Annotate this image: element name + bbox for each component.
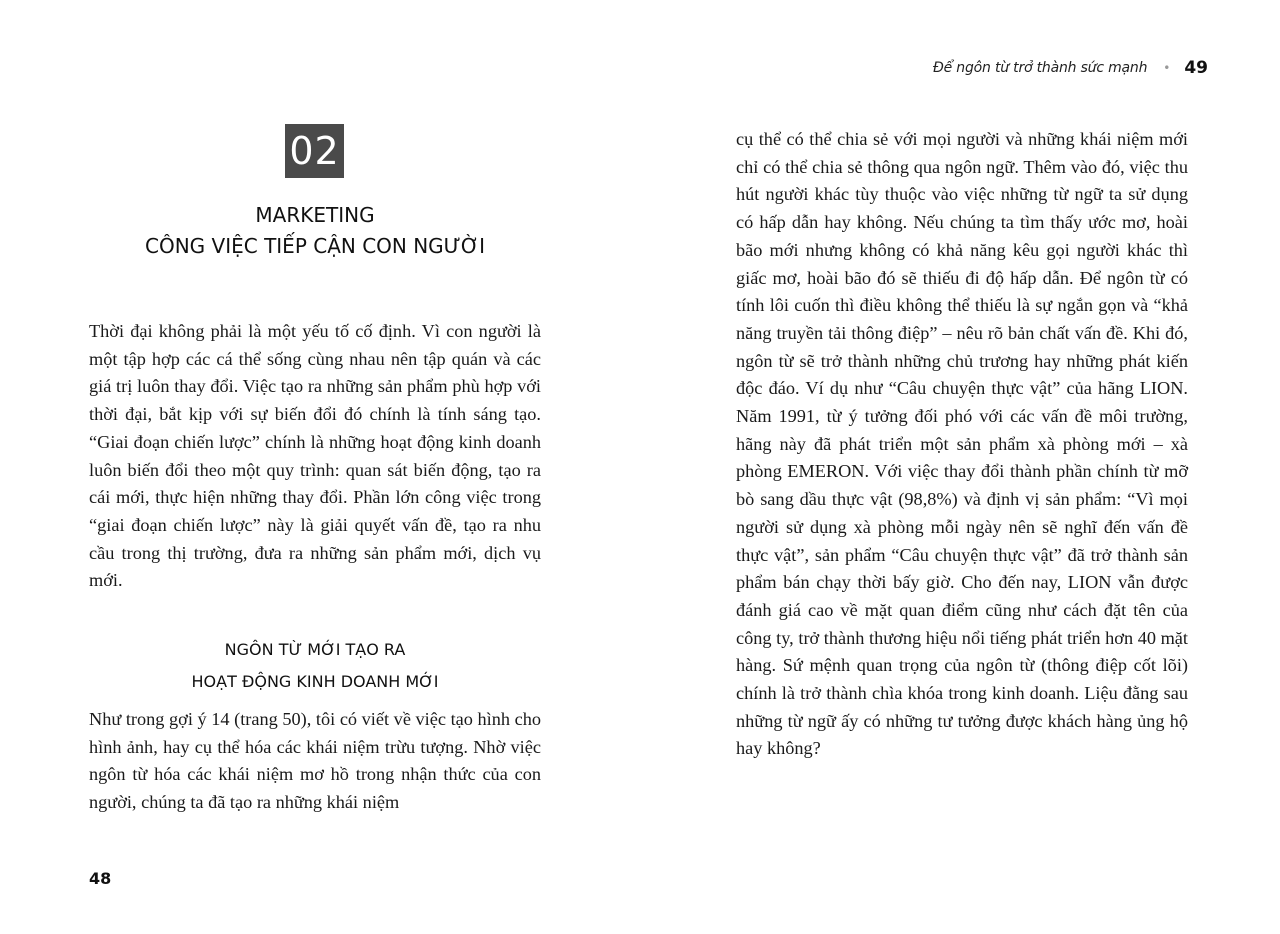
chapter-title bbox=[90, 200, 540, 262]
continued-paragraph: cụ thể có thể chia sẻ với mọi người và những khái niệm mới chỉ có thể chia sẻ thông qua ngôn ngữ. Thêm vào đó, việc thu hút người khác tùy thuộc vào việc những từ ngữ ta sử dụng có hấp dẫn hay không. Nếu chúng ta tìm thấy ước mơ, hoài bão mới nhưng không có khả năng kêu gọi người khác thì giấc mơ, hoài bão đó sẽ thiếu đi độ hấp dẫn. Để ngôn từ có tính lôi cuốn thì điều không thể thiếu là sự ngắn gọn và “khả năng truyền tải thông điệp” – nêu rõ bản chất vấn đề. Khi đó, ngôn từ sẽ trở thành những chủ trương hay những phát kiến độc đáo. Ví dụ như “Câu chuyện thực vật” của hãng LION. Năm 1991, từ ý tưởng đối phó với các vấn đề môi trường, hãng này đã phát triển một sản phẩm xà phòng mới – xà phòng EMERON. Với việc thay đổi thành phần chính từ mỡ bò sang dầu thực vật (98,8%) và định vị sản phẩm: “Vì mọi người sử dụng xà phòng mỗi ngày nên sẽ nghĩ đến vấn đề thực vật”, sản phẩm “Câu chuyện thực vật” đã trở thành sản phẩm bán chạy thời bấy giờ. Cho đến nay, LION vẫn được đánh giá cao về mặt quan điểm cũng như cách đặt tên của công ty, trở thành thương hiệu nổi tiếng phát triển hơn 40 mặt hàng. Sứ mệnh quan trọng của ngôn từ (thông điệp cốt lõi) chính là trở thành chìa khóa trong kinh doanh. Liệu đằng sau những từ ngữ ấy có những tư tưởng được khách hàng ủng hộ hay không? bbox=[736, 129, 1188, 759]
section-heading-line1: NGÔN TỪ MỚI TẠO RA bbox=[224, 640, 406, 659]
section-heading bbox=[90, 634, 540, 698]
chapter-number-badge bbox=[285, 124, 344, 178]
chapter-title-line1: MARKETING bbox=[255, 203, 375, 227]
chapter-title-line2: CÔNG VIỆC TIẾP CẬN CON NGƯỜI bbox=[145, 234, 485, 258]
section-heading-line2: HOẠT ĐỘNG KINH DOANH MỚI bbox=[191, 672, 439, 691]
page-number-left: 48 bbox=[89, 869, 112, 888]
chapter-number: 02 bbox=[289, 129, 340, 173]
section-paragraph: Như trong gợi ý 14 (trang 50), tôi có viết về việc tạo hình cho hình ảnh, hay cụ thể hóa các khái niệm trừu tượng. Nhờ việc ngôn từ hóa các khái niệm mơ hồ trong nhận thức của con người, chúng ta đã tạo ra những khái niệm bbox=[89, 709, 541, 813]
right-page bbox=[640, 0, 1280, 934]
running-title: Để ngôn từ trở thành sức mạnh bbox=[933, 60, 1148, 76]
page-number-right: 49 bbox=[1184, 58, 1208, 78]
running-header bbox=[933, 58, 1208, 78]
bullet-separator-icon: • bbox=[1163, 61, 1171, 75]
intro-paragraph: Thời đại không phải là một yếu tố cố định. Vì con người là một tập hợp các cá thể sống cùng nhau nên tập quán và các giá trị luôn thay đổi. Việc tạo ra những sản phẩm phù hợp với thời đại, bắt kịp với sự biến đổi đó chính là tính sáng tạo. “Giai đoạn chiến lược” chính là những hoạt động kinh doanh luôn biến đổi theo một quy trình: quan sát biến động, tạo ra cái mới, thực hiện những thay đổi. Phần lớn công việc trong “giai đoạn chiến lược” này là giải quyết vấn đề, tạo ra nhu cầu trong thị trường, đưa ra những sản phẩm mới, dịch vụ mới. bbox=[89, 321, 541, 591]
